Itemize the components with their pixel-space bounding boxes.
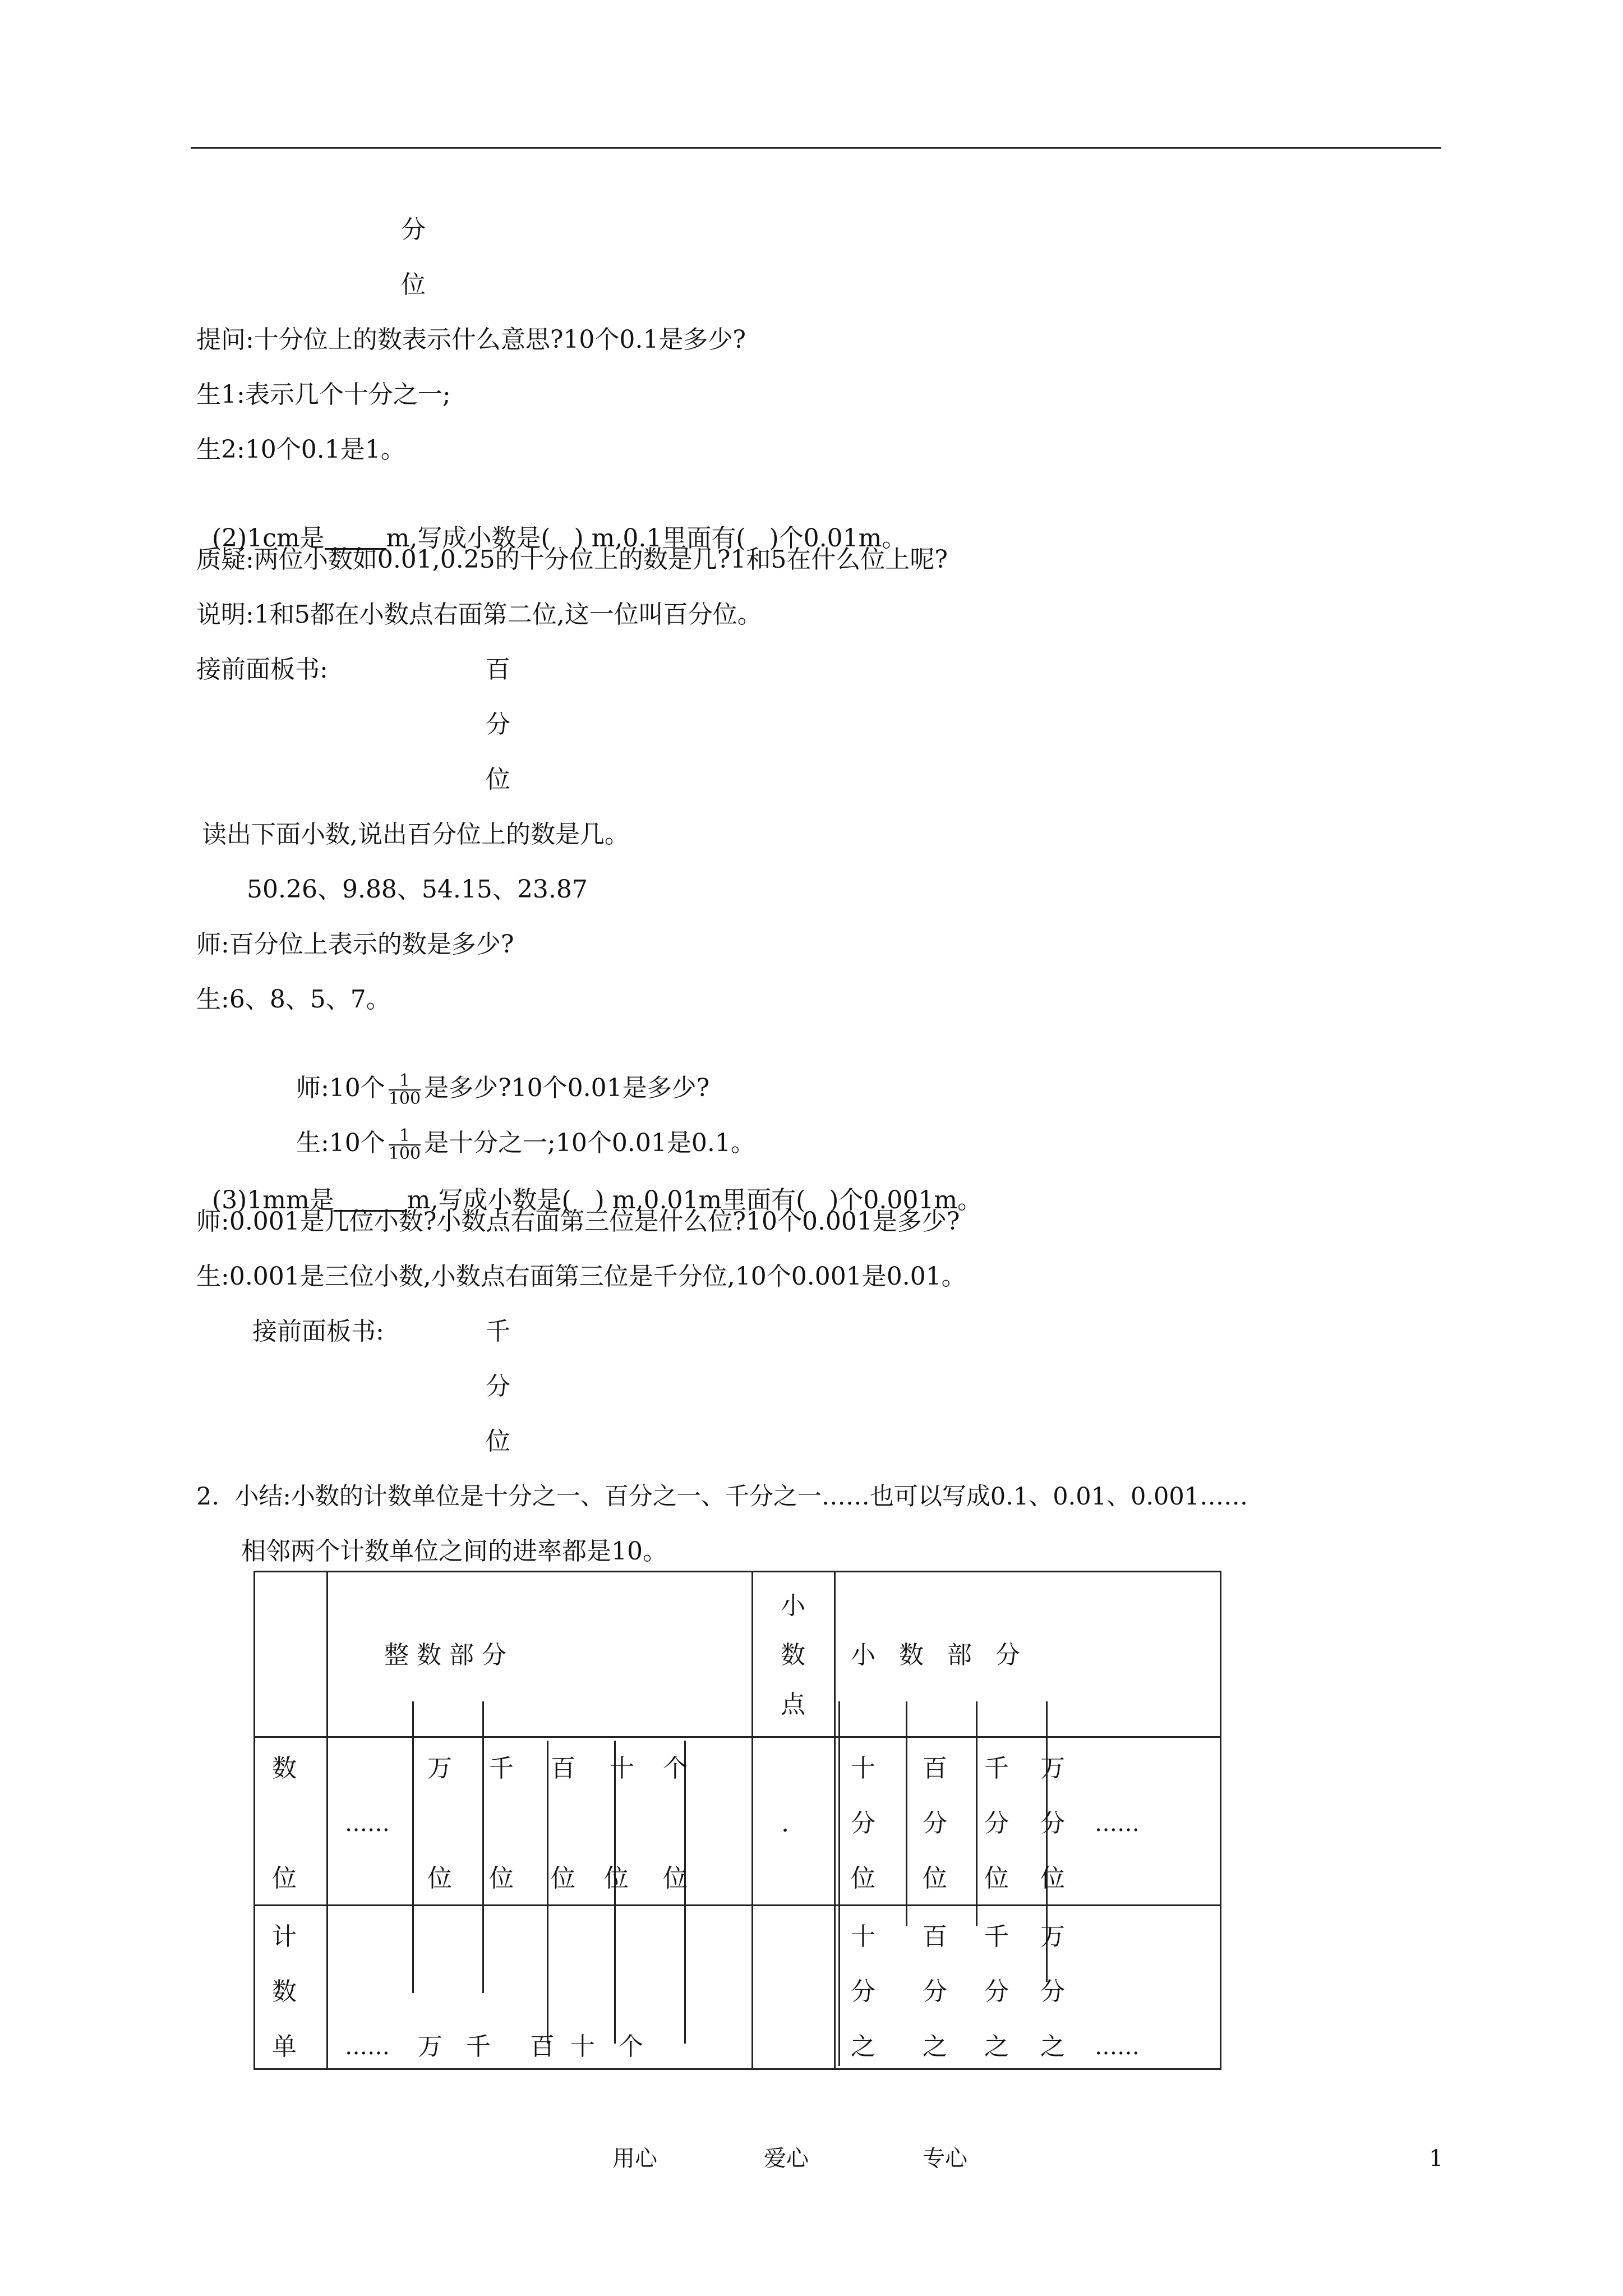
dec-unit-char: 百 bbox=[923, 1922, 947, 1951]
ellipsis: …… bbox=[1095, 1811, 1140, 1837]
table-row-border bbox=[255, 1904, 1220, 1906]
dec-place-char: 分 bbox=[984, 1809, 1009, 1838]
text-line: 接前面板书: bbox=[252, 1317, 384, 1346]
text-line: 相邻两个计数单位之间的进率都是10。 bbox=[241, 1537, 667, 1566]
dec-unit-char: 分 bbox=[851, 1977, 875, 2006]
int-place-top: 万 bbox=[427, 1754, 452, 1783]
text-line: 分 bbox=[486, 710, 510, 739]
decimal-point: . bbox=[781, 1809, 789, 1838]
text-line: 读出下面小数,说出百分位上的数是几。 bbox=[202, 820, 629, 849]
dec-place-char: 分 bbox=[923, 1809, 947, 1838]
text-segment: (3)1mm是 bbox=[211, 1186, 334, 1214]
dec-unit-char: 千 bbox=[984, 1922, 1009, 1951]
text-line: 接前面板书: bbox=[196, 655, 328, 684]
int-place-bottom: 位 bbox=[604, 1864, 629, 1893]
row-label-char: 数 bbox=[272, 1754, 297, 1783]
row-label-char: 计 bbox=[272, 1922, 297, 1951]
dec-place-char: 位 bbox=[923, 1864, 947, 1893]
dec-place-char: 位 bbox=[851, 1864, 875, 1893]
header-rule bbox=[191, 147, 1441, 149]
header-point-char: 小 bbox=[781, 1591, 805, 1620]
table-col-border bbox=[751, 1572, 753, 2068]
footer-right: 专心 bbox=[923, 2146, 967, 2171]
int-place-bottom: 位 bbox=[427, 1864, 452, 1893]
header-integer-part: 整 数 部 分 bbox=[384, 1641, 506, 1669]
text-line: 位 bbox=[486, 1427, 510, 1456]
header-decimal-part: 小 数 部 分 bbox=[851, 1641, 1020, 1669]
text-line: 千 bbox=[486, 1317, 510, 1346]
int-place-top: 个 bbox=[663, 1754, 688, 1783]
place-separator bbox=[976, 1701, 978, 1926]
fraction-numerator: 1 bbox=[399, 1125, 410, 1145]
place-separator bbox=[906, 1701, 907, 1926]
int-place-top: 千 bbox=[489, 1754, 514, 1783]
header-point-char: 点 bbox=[781, 1690, 805, 1719]
int-place-bottom: 位 bbox=[551, 1864, 575, 1893]
dec-unit-char: 分 bbox=[984, 1977, 1009, 2006]
dec-unit-char: 之 bbox=[1040, 2032, 1065, 2061]
text-line: 分 bbox=[486, 1372, 510, 1401]
text-line: 位 bbox=[486, 765, 510, 794]
text-line: 师:百分位上表示的数是多少? bbox=[196, 930, 514, 959]
int-units: 万 千 百 十 个 bbox=[418, 2032, 643, 2061]
text-line: 50.26、9.88、54.15、23.87 bbox=[247, 875, 588, 904]
place-separator bbox=[838, 1701, 840, 2066]
table-col-border bbox=[834, 1572, 836, 2068]
text-line: 师:0.001是几位小数?小数点右面第三位是什么位?10个0.001是多少? bbox=[196, 1207, 960, 1236]
place-value-table bbox=[253, 1571, 1221, 2070]
int-place-bottom: 位 bbox=[663, 1864, 688, 1893]
fraction-numerator: 1 bbox=[399, 1070, 410, 1091]
dec-unit-char: 之 bbox=[851, 2032, 875, 2061]
table-row-border bbox=[255, 1736, 1220, 1738]
text-line: 生:0.001是三位小数,小数点右面第三位是千分位,10个0.001是0.01。 bbox=[196, 1262, 966, 1291]
text-line: 分 bbox=[401, 215, 426, 244]
dec-unit-char: 十 bbox=[851, 1922, 875, 1951]
text-line: 生2:10个0.1是1。 bbox=[196, 435, 405, 464]
text-segment: 是多少?10个0.01是多少? bbox=[424, 1074, 710, 1102]
place-separator bbox=[547, 1741, 548, 2044]
text-line: 生:6、8、5、7。 bbox=[196, 985, 391, 1014]
text-segment: 生:10个 bbox=[296, 1129, 385, 1157]
row-label-char: 数 bbox=[272, 1977, 297, 2006]
int-place-bottom: 位 bbox=[489, 1864, 514, 1893]
text-segment: 师:10个 bbox=[296, 1074, 385, 1102]
text-line: 百 bbox=[486, 655, 510, 684]
page-number: 1 bbox=[1429, 2146, 1444, 2171]
header-point-char: 数 bbox=[781, 1641, 805, 1669]
table-col-border bbox=[326, 1572, 328, 2068]
text-segment: m,写成小数是( ) m,0.1里面有( )个0.01m。 bbox=[386, 524, 907, 553]
row-label-char: 位 bbox=[272, 1864, 297, 1893]
row-label-char: 单 bbox=[272, 2032, 297, 2061]
text-segment: (2)1cm是 bbox=[211, 524, 325, 553]
dec-unit-char: 万 bbox=[1040, 1922, 1065, 1951]
int-place-top: 百 bbox=[551, 1754, 575, 1783]
ellipsis: …… bbox=[1095, 2034, 1140, 2060]
dec-place-char: 千 bbox=[984, 1754, 1009, 1783]
fraction-denominator: 100 bbox=[388, 1143, 421, 1163]
dec-place-char: 分 bbox=[1040, 1809, 1065, 1838]
dec-place-char: 万 bbox=[1040, 1754, 1065, 1783]
dec-place-char: 分 bbox=[851, 1809, 875, 1838]
int-place-top: 十 bbox=[610, 1754, 634, 1783]
text-segment: 是十分之一;10个0.01是0.1。 bbox=[424, 1129, 755, 1157]
place-separator bbox=[482, 1701, 484, 1993]
dec-unit-char: 分 bbox=[923, 1977, 947, 2006]
dec-place-char: 位 bbox=[1040, 1864, 1065, 1893]
fraction-denominator: 100 bbox=[388, 1088, 421, 1108]
text-line: 2. 小结:小数的计数单位是十分之一、百分之一、千分之一……也可以写成0.1、0.01、0.001…… bbox=[196, 1483, 1248, 1511]
footer-left: 用心 bbox=[612, 2146, 657, 2171]
dec-place-char: 十 bbox=[851, 1754, 875, 1783]
text-line: 说明:1和5都在小数点右面第二位,这一位叫百分位。 bbox=[196, 600, 762, 629]
place-separator bbox=[412, 1701, 414, 1993]
dec-unit-char: 之 bbox=[923, 2032, 947, 2061]
text-segment: m,写成小数是( ) m,0.01m里面有( )个0.001m。 bbox=[407, 1186, 983, 1214]
text-line: 质疑:两位小数如0.01,0.25的十分位上的数是几?1和5在什么位上呢? bbox=[196, 545, 948, 574]
dec-unit-char: 分 bbox=[1040, 1977, 1065, 2006]
dec-place-char: 百 bbox=[923, 1754, 947, 1783]
text-line: 生1:表示几个十分之一; bbox=[196, 380, 451, 409]
text-line: 位 bbox=[401, 270, 426, 299]
text-line: 提问:十分位上的数表示什么意思?10个0.1是多少? bbox=[196, 325, 746, 354]
ellipsis: …… bbox=[345, 2034, 390, 2060]
footer-mid: 爱心 bbox=[764, 2146, 809, 2171]
dec-place-char: 位 bbox=[984, 1864, 1009, 1893]
dec-unit-char: 之 bbox=[984, 2032, 1009, 2061]
ellipsis: …… bbox=[345, 1811, 390, 1837]
